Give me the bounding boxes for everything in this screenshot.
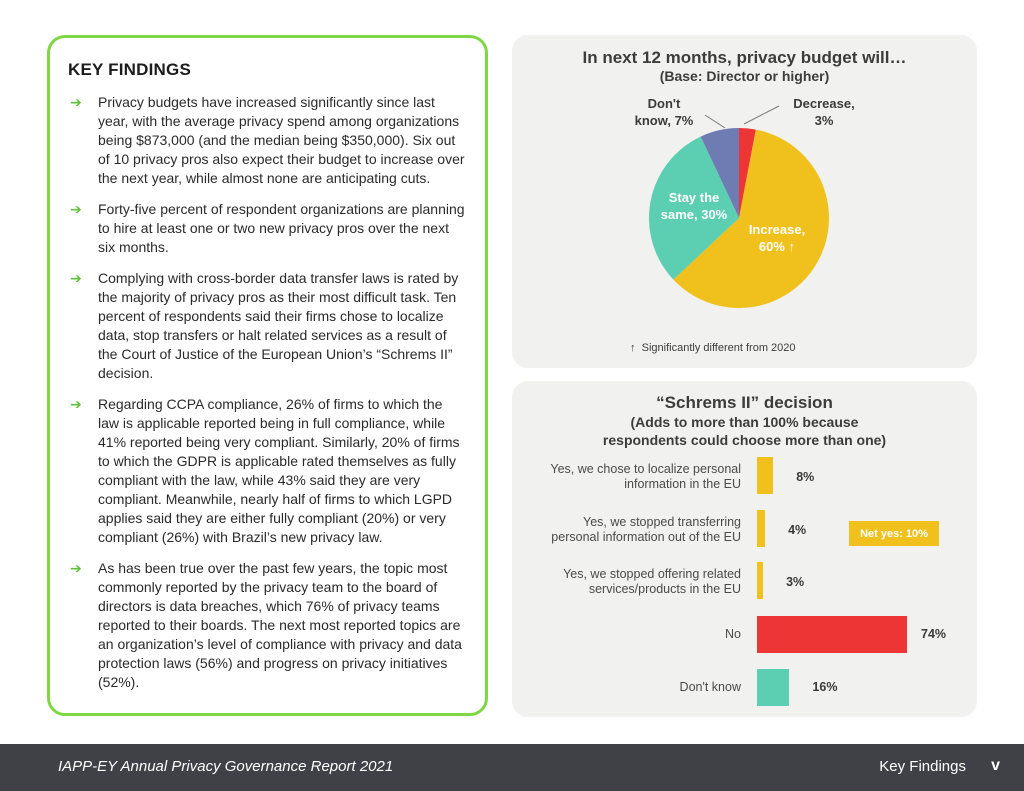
bar-dont-know [757, 669, 789, 706]
bar-value-stopped-offering: 3% [786, 575, 805, 589]
finding-item: ➔ Privacy budgets have increased significantly since last year, with the average privacy spend among organizations being $873,000 (and the median being $350,000). Six out of 10 privacy pros also expect their budget to increase over the next year, while almost none are anticipating cuts. [70, 94, 465, 186]
bar-value-dont-know: 16% [812, 680, 838, 694]
pie-text-stay-same: Stay the same, 30% [660, 190, 728, 222]
bar-label-localize: Yes, we chose to localize personal information in the EU [550, 462, 741, 491]
significance-note: ↑ Significantly different from 2020 [630, 342, 796, 354]
bar-chart-subtitle-2: respondents could choose more than one) [602, 432, 887, 448]
bar-label-dont-know: Don't know [679, 680, 741, 694]
bar-value-no: 74% [921, 627, 947, 641]
page-number: v [991, 757, 1000, 774]
arrow-right-icon: ➔ [70, 201, 82, 217]
bar-stopped-transferring [757, 510, 765, 547]
bar-localize [757, 457, 773, 494]
arrow-right-icon: ➔ [70, 396, 82, 412]
finding-item: ➔ Regarding CCPA compliance, 26% of firms to which the law is applicable reported being in full compliance, while 41% reported being very compliant. Similarly, 20% of firms to which the GDPR is applicable rated themselves as fully compliant with the law, while 43% said they are very compliant. Meanwhile, nearly half of firms to which LGPD applies said they are either fully compliant (20%) or very compliant (26%) with Brazil’s new privacy law. [70, 396, 460, 545]
pie-label-decrease: Decrease, 3% [793, 96, 855, 128]
bar-label-stopped-transferring: Yes, we stopped transferring personal information out of the EU [551, 515, 741, 544]
finding-item: ➔ Forty-five percent of respondent organizations are planning to hire at least one or two new privacy pros over the next six months. [70, 201, 465, 255]
page-footer [0, 744, 1024, 791]
finding-item: ➔ Complying with cross-border data transfer laws is rated by the majority of privacy pros as their most difficult task. Ten percent of respondents said their firms chose to localize data, stop transfers or halt related services as a result of the Court of Justice of the European Union’s “Schrems II” decision. [70, 270, 459, 381]
pie-label-stay-same [652, 189, 736, 223]
pie-chart-title: In next 12 months, privacy budget will… [582, 48, 907, 67]
pie-chart-subtitle: (Base: Director or higher) [659, 68, 830, 84]
arrow-right-icon: ➔ [70, 270, 82, 286]
finding-item: ➔ As has been true over the past few years, the topic most commonly reported by the privacy team to the board of directors is data breaches, which 76% of privacy teams reported to their boards. The next most reported topics are an organization’s level of compliance with privacy and data protection laws (56%) and progress on privacy initiatives (52%). [70, 560, 462, 690]
up-arrow-icon: ↑ [630, 342, 636, 354]
bar-label-no: No [725, 627, 741, 641]
bar-label-stopped-offering: Yes, we stopped offering related services/products in the EU [563, 567, 741, 596]
pie-value-decrease: 3% [814, 113, 834, 128]
pie-text-increase: Increase, 60% ↑ [748, 222, 806, 254]
key-findings-list [68, 93, 467, 692]
budget-pie-card [512, 35, 977, 368]
bar-chart-title: “Schrems II” decision [656, 393, 833, 412]
bar-value-stopped-transferring: 4% [788, 523, 807, 537]
bar-value-localize: 8% [796, 470, 815, 484]
bar-no [757, 616, 907, 653]
bar-chart-subtitle-1: (Adds to more than 100% because [630, 414, 859, 430]
pie-text-dont-know: Don't know, 7% [634, 96, 694, 128]
key-findings-heading: KEY FINDINGS [68, 60, 191, 79]
bar-stopped-offering [757, 562, 763, 599]
pie-label-increase [739, 221, 815, 255]
section-name: Key Findings [879, 758, 966, 775]
leader-line-dont-know [705, 115, 725, 128]
net-yes-badge: Net yes: 10% [849, 521, 939, 546]
key-findings-panel [47, 35, 488, 716]
pie-label-dont-know [620, 95, 708, 129]
arrow-right-icon: ➔ [70, 560, 82, 576]
schrems-bar-card [512, 381, 977, 717]
report-title: IAPP-EY Annual Privacy Governance Report 2021 [58, 758, 394, 775]
budget-pie-chart [512, 35, 977, 368]
arrow-right-icon: ➔ [70, 94, 82, 110]
